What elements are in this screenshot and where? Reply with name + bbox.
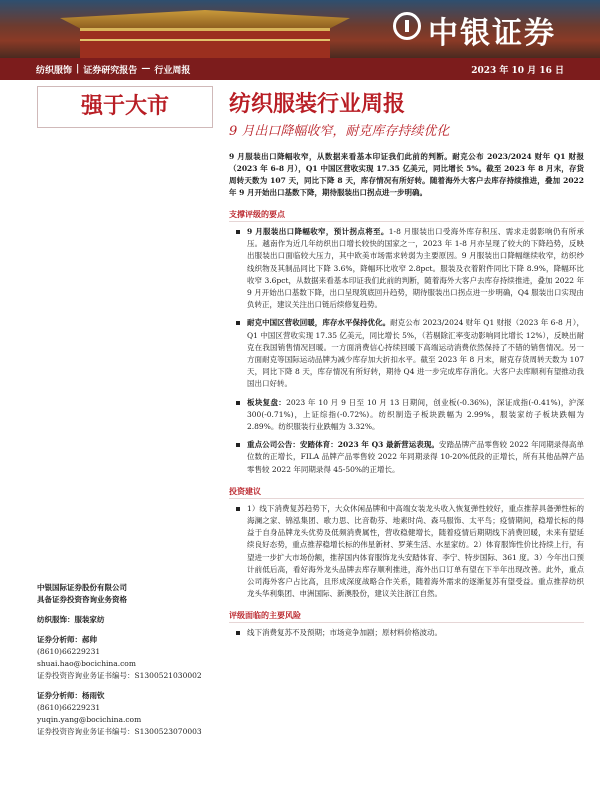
analyst-cert: 证券投资咨询业务证书编号：S1300523070003 <box>37 727 202 736</box>
main-content <box>229 80 584 640</box>
section-heading-support: 支撑评级的要点 <box>229 207 584 222</box>
report-info-bar <box>0 58 600 80</box>
report-subtype-label: 行业周报 <box>154 65 191 76</box>
bullet-lead: 重点公司公告：安踏体育：2023 年 Q3 最新营运表现。 <box>247 440 439 450</box>
points-list <box>229 226 584 476</box>
key-point-item <box>229 397 584 434</box>
brand-logo-text: 中银证券 <box>428 16 556 51</box>
advice-list <box>229 503 584 601</box>
analyst-cert: 证券投资咨询业务证书编号：S1300521030002 <box>37 671 202 680</box>
square-bullet-icon <box>236 230 240 234</box>
palace-hall-image <box>80 28 330 58</box>
square-bullet-icon <box>236 443 240 447</box>
summary-paragraph: 9 月服装出口降幅收窄，从数据来看基本印证我们此前的判断。耐克公布 2023/2024 财年 Q1 财报（2023 年 6-8 月），Q1 中国区营收实现 17.35 亿美元，同比增长 5%。截至 2023 年 8 月末，存货周转天数为 107 天，同比下降 8 天，库存情况有所好转。随着海外大客户去库存持续推进，叠加 2022 年 9 月开始出口基数下降，期待服装出口拐点进一步明确。 <box>229 152 584 197</box>
rating-box <box>37 86 213 128</box>
report-subtitle: 9 月出口降幅收窄，耐克库存持续优化 <box>229 124 450 139</box>
company-name: 中银国际证券股份有限公司 <box>37 583 127 592</box>
analyst-sidebar <box>37 582 217 738</box>
section-heading-risk: 评级面临的主要风险 <box>229 608 584 623</box>
analyst-phone: (8610)66229231 <box>37 703 101 712</box>
industry-category: 纺织服饰：服装家纺 <box>37 615 105 624</box>
risk-item <box>229 627 584 639</box>
header-banner <box>0 0 600 58</box>
analyst-name: 证券分析师：郝帅 <box>37 635 97 644</box>
bullet-lead: 9 月服装出口降幅收窄，预计拐点将至。 <box>247 227 389 236</box>
analyst-email[interactable]: yuqin.yang@bocichina.com <box>37 715 142 724</box>
section-heading-advice: 投资建议 <box>229 484 584 499</box>
separator: — <box>141 64 151 74</box>
key-point-item <box>229 317 584 390</box>
square-bullet-icon <box>236 631 240 635</box>
analyst-name: 证券分析师：杨雨钦 <box>37 691 105 700</box>
bullet-lead: 耐克中国区营收回暖，库存水平保持优化。 <box>247 318 391 328</box>
report-date: 2023 年 10 月 16 日 <box>471 65 564 76</box>
key-point-item <box>229 439 584 476</box>
bullet-text: 线下消费复苏不及预期；市场竞争加剧；原材料价格波动。 <box>247 628 442 638</box>
bullet-text: 1）线下消费复苏趋势下，大众休闲品牌和中高端女装龙头收入恢复弹性较好，重点推荐具备弹性标的海澜之家、锦泓集团、歌力思、比音勒芬、地素时尚、森马服饰、太平鸟；疫情期间，稳增长标的得益于自身品牌龙头优势及低频消费属性，营收稳健增长，随着疫情后期期线下消费回暖，未来有望延续良好态势，重点推荐稳增长标的伟星新材、罗莱生活、水星家纺。2）体育服饰性价比持续上行，有望进一步扩大市场份额，推荐国内体育服饰龙头安踏体育、李宁、特步国际、361 度。3）今年出口预计前低后高，看好海外龙头品牌去库存顺利推进，海外出口订单有望在下半年出现改善。此外，重点公司海外客户占比高，且形成深度战略合作关系，随着海外需求的逐渐复苏有望受益。重点推荐纺织龙头华利集团、申洲国际、新澳股份，建议关注浙江自然。 <box>247 503 584 599</box>
separator: | <box>76 64 80 74</box>
bullet-text: 1-8 月服装出口受海外库存积压、需求走弱影响仍有所承压。越南作为近几年纺织出口增长较快的国家之一，2023 年 1-8 月亦呈现了较大的下降趋势，反映出服装出口面临较大压力，其中欧美市场需求转弱为主要原因。9 月服装出口降幅继续收窄，纺织纱线织物及其制品同比下降 3.6%，降幅环比收窄 2.8pct。服装及衣着附件同比下降 8.9%，降幅环比收窄 3.6pct，从数据来看基本印证我们此前的判断，随着海外大客户去库存持续推进，叠加 2022 年 9 月开始出口基数下降，出口呈现筑底回升趋势，期待服装出口拐点进一步明确，Q4 服装出口实现由负转正，建议关注出口链后续修复趋势。 <box>247 227 584 310</box>
industry-label: 纺织服饰 <box>36 65 73 76</box>
analyst-phone: (8610)66229231 <box>37 647 101 656</box>
analyst-email[interactable]: shuai.hao@bocichina.com <box>37 659 136 668</box>
bullet-text: 安踏品牌产品零售较 2022 年同期录得高单位数的正增长，FILA 品牌产品零售较 2022 年同期录得 10-20%低段的正增长，所有其他品牌产品零售较 2022 年同期录得 45-50%的正增长。 <box>247 440 584 474</box>
advice-item <box>229 503 584 601</box>
bullet-text: 2023 年 10 月 9 日至 10 月 13 日期间，创业板(-0.36%)，深证成指(-0.41%)，沪深 300(-0.71%)，上证综指(-0.72%)。纺织制造子板块跌幅为 2.99%，服装家纺子板块跌幅为 2.89%。纺织服装行业跌幅为 3.32%。 <box>247 397 584 432</box>
square-bullet-icon <box>236 401 240 405</box>
report-title: 纺织服装行业周报 <box>229 92 406 117</box>
qualification: 具备证券投资咨询业务资格 <box>37 595 127 604</box>
bullet-lead: 板块复盘： <box>247 397 287 407</box>
key-point-item <box>229 226 584 311</box>
square-bullet-icon <box>236 321 240 325</box>
report-type-label: 证券研究报告 <box>83 65 138 76</box>
bank-logo-icon <box>393 12 421 40</box>
rating-text: 强于大市 <box>80 94 169 119</box>
palace-roof-image <box>60 10 350 30</box>
left-column <box>0 80 228 800</box>
bullet-text: 耐克公布 2023/2024 财年 Q1 财报（2023 年 6-8 月），Q1 中国区营收实现 17.35 亿美元，同比增长 5%，（若剔除汇率变动影响同比增长 12%），反映出耐克在我国销售情况回暖。一方面消费信心持续回暖下高端运动消费依然保持了不错的销售情况。另一方面耐克等国际运动品牌为减少库存加大折扣水平。截至 2023 年 8 月末，耐克存货周转天数为 107 天，同比下降 8 天，库存情况有所好转，期待 Q4 进一步完成库存消化。大客户去库顺利有望推动我国出口好转。 <box>247 318 584 389</box>
risk-list <box>229 627 584 639</box>
square-bullet-icon <box>236 507 240 511</box>
